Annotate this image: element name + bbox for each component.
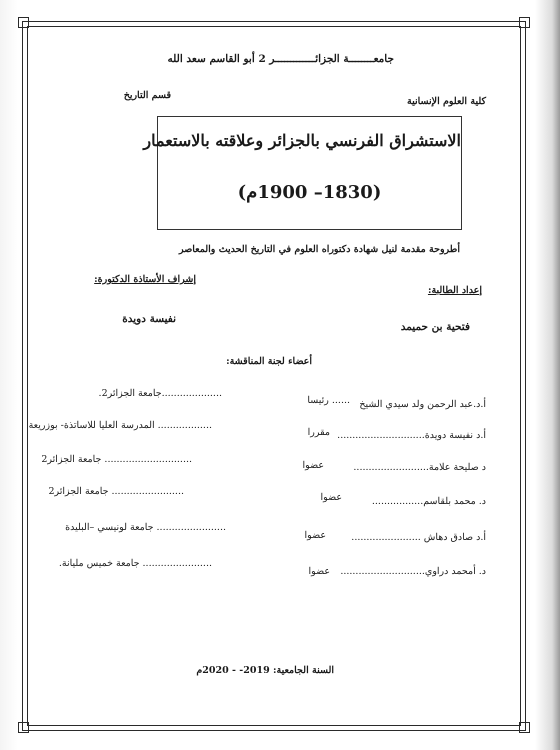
member-role: ...... رئيسا — [307, 395, 350, 406]
student-name: فتحية بن حميمد — [400, 321, 470, 333]
corner-ornament — [18, 17, 29, 28]
member-institution: ........................ جامعة الجزائر2 — [48, 486, 184, 497]
thesis-subtitle: أطروحة مقدمة لنيل شهادة دكتوراه العلوم في التاريخ الحديث والمعاصر — [178, 244, 460, 255]
title-box — [143, 116, 462, 230]
academic-year: السنة الجامعية: 2019- - 2020م — [196, 665, 334, 676]
faculty-name: كلية العلوم الإنسانية — [407, 96, 486, 107]
member-role: عضوا — [304, 530, 326, 541]
member-institution: ....................... جامعة خميس مليانة. — [58, 558, 212, 569]
member-institution: ....................جامعة الجزائر2. — [98, 388, 222, 399]
prepared-by-label: إعداد الطالبة: — [427, 285, 482, 296]
member-role: عضوا — [302, 460, 324, 471]
member-role: عضوا — [320, 492, 342, 503]
member-institution: ....................... جامعة لونيسي –البليدة — [65, 522, 226, 533]
member-name: أ.د.عبد الرحمن ولد سيدي الشيخ — [359, 399, 486, 410]
supervisor-label: إشراف الأستاذة الدكتورة: — [94, 274, 196, 285]
member-role: مقررا — [307, 427, 330, 438]
member-institution: ............................. جامعة الجزائر2 — [41, 454, 192, 465]
member-institution: .................. المدرسة العليا للاساتذة- بوزريعة — [28, 420, 212, 431]
corner-ornament — [519, 722, 530, 733]
member-role: عضوا — [308, 566, 330, 577]
thesis-title: الاستشراق الفرنسي بالجزائر وعلاقته بالاستعمار — [143, 131, 461, 150]
member-name: د. أمحمد دراوي............................ — [340, 566, 486, 577]
department-name: قسم التاريخ — [123, 90, 171, 101]
member-name: أ.د نفيسة دويدة............................. — [337, 430, 486, 441]
thesis-years: (1830– 1900م) — [237, 182, 382, 203]
member-name: أ.د صادق دهاش ....................... — [351, 532, 486, 543]
corner-ornament — [519, 17, 530, 28]
member-name: د. محمد بلقاسم................. — [371, 496, 486, 507]
committee-title: أعضاء لجنة المناقشة: — [226, 356, 312, 367]
supervisor-name: نفيسة دويدة — [122, 313, 176, 325]
university-name: جامعــــــــة الجزائـــــــــــــر 2 أبو القاسم سعد الله — [167, 53, 394, 65]
corner-ornament — [18, 722, 29, 733]
member-name: د صليحة علامة......................... — [353, 462, 486, 473]
